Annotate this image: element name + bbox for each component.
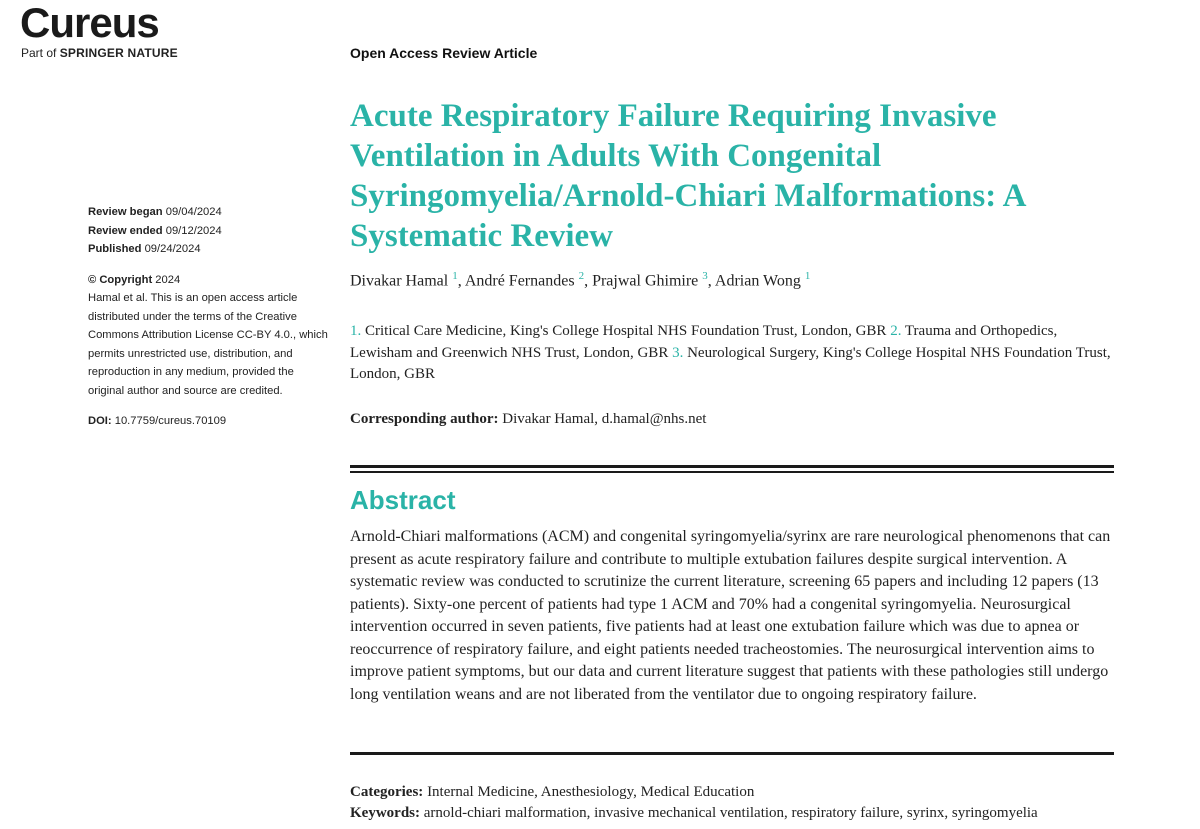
- author-affiliation-ref[interactable]: 2: [578, 270, 585, 282]
- doi: DOI: 10.7759/cureus.70109: [88, 415, 227, 427]
- logo-wordmark: Cureus: [20, 0, 159, 46]
- doi-link[interactable]: 10.7759/cureus.70109: [114, 415, 227, 427]
- article-sidebar: [88, 203, 328, 431]
- affiliation-text: Trauma and Orthopedics, Lewisham and Greenwich NHS Trust, London, GBR: [350, 323, 1058, 361]
- keywords: Keywords: arnold-chiari malformation, invasive mechanical ventilation, respiratory failure, syrinx, syringomyelia: [350, 805, 1038, 821]
- abstract-heading: Abstract: [350, 485, 456, 515]
- affiliations: [350, 321, 1120, 386]
- section-divider: [350, 752, 1114, 755]
- affiliation-number: 2.: [890, 323, 902, 339]
- section-divider: [350, 471, 1114, 473]
- keywords-list: arnold-chiari malformation, invasive mechanical ventilation, respiratory failure, syrinx, syringomyelia: [420, 805, 1038, 821]
- author-affiliation-ref[interactable]: 3: [702, 270, 708, 282]
- author-name[interactable]: Divakar Hamal: [350, 272, 449, 290]
- copyright-line: © Copyright 2024: [88, 273, 181, 286]
- article-type: Open Access Review Article: [350, 45, 538, 61]
- affiliation-number: 3.: [672, 344, 684, 361]
- affiliation-number: 1.: [350, 323, 362, 339]
- article-title: Acute Respiratory Failure Requiring Invasive Ventilation in Adults With Congenital Syringomyelia/Arnold-Chiari Malformations: A Systematic Review: [350, 98, 1025, 254]
- section-divider: [350, 465, 1114, 468]
- categories: Categories: Internal Medicine, Anesthesiology, Medical Education: [350, 784, 755, 800]
- categories-list: Internal Medicine, Anesthesiology, Medical Education: [423, 784, 755, 800]
- review-began: Review began 09/04/2024: [88, 206, 222, 218]
- review-ended: Review ended 09/12/2024: [88, 224, 222, 237]
- author-name[interactable]: Prajwal Ghimire: [592, 272, 699, 290]
- affiliation-text: Critical Care Medicine, King's College Hospital NHS Foundation Trust, London, GBR: [361, 323, 891, 339]
- published-date: Published 09/24/2024: [88, 243, 201, 255]
- author-affiliation-ref[interactable]: 1: [452, 270, 458, 282]
- logo-part-of: Part of SPRINGER NATURE: [21, 46, 178, 60]
- cureus-logo[interactable]: [20, 2, 178, 60]
- corresponding-author: Corresponding author: Divakar Hamal, d.hamal@nhs.net: [350, 411, 707, 427]
- affiliation-text: Neurological Surgery, King's College Hospital NHS Foundation Trust, London, GBR: [350, 344, 1111, 382]
- license-text: Hamal et al. This is an open access article distributed under the terms of the Creative Commons Attribution License CC-BY 4.0., which permits unrestricted use, distribution, and reproduction in any medium, provided the original author and source are credited.: [88, 292, 328, 397]
- author-affiliation-ref[interactable]: 1: [804, 270, 811, 282]
- author-list: Divakar Hamal $^1$, André Fernandes $^2$, Prajwal Ghimire $^3$, Adrian Wong $^1$: [350, 270, 811, 290]
- author-name[interactable]: Adrian Wong: [714, 272, 801, 290]
- abstract-body: Arnold-Chiari malformations (ACM) and congenital syringomyelia/syrinx are rare neurological phenomenons that can present as acute respiratory failure and contribute to multiple extubation failures despite surgical intervention. A systematic review was conducted to scrutinize the current literature, screening 65 papers and including 12 papers (13 patients). Sixty-one percent of patients had type 1 ACM and 70% had a congenital syringomyelia. Neurosurgical intervention occurred in seven patients, five patients had at least one extubation failure which was due to apnea or reoccurrence of respiratory failure, and eight patients needed tracheostomies. The neurosurgical intervention aims to improve patient symptoms, but our data and current literature suggest that patients with these pathologies still undergo long ventilation weans and are not liberated from the ventilator due to ongoing respiratory failure.: [350, 528, 1111, 703]
- author-name[interactable]: André Fernandes: [464, 272, 575, 290]
- corresponding-author-contact[interactable]: Divakar Hamal, d.hamal@nhs.net: [498, 411, 707, 427]
